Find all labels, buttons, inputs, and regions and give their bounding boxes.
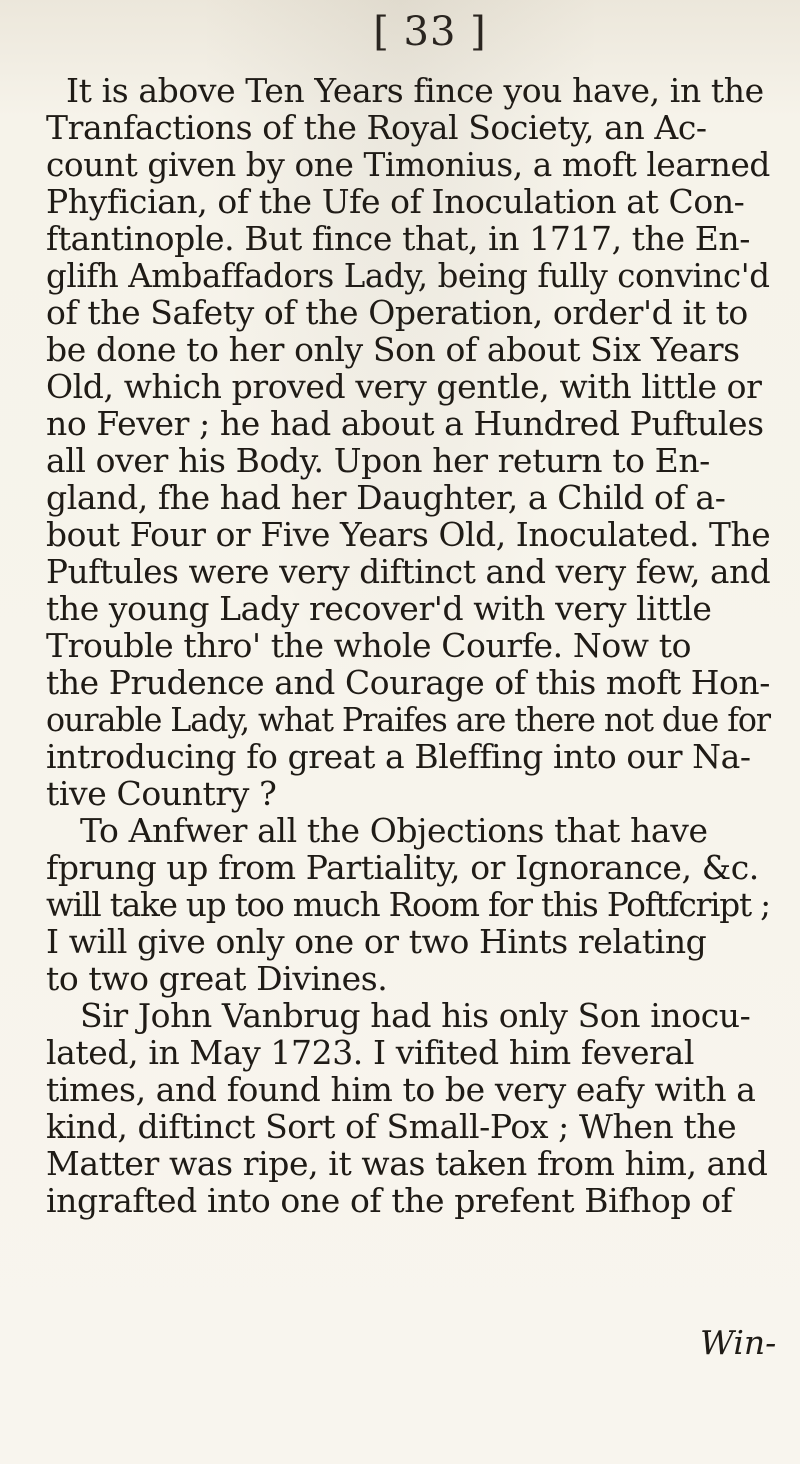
text-line: count given by one Timonius, a moft learned bbox=[46, 145, 770, 184]
text-line: of the Safety of the Operation, order'd it to bbox=[46, 293, 748, 332]
text-line: to two great Divines. bbox=[46, 959, 388, 998]
text-line: no Fever ; he had about a Hundred Puftules bbox=[46, 404, 764, 443]
text-line: times, and found him to be very eafy with a bbox=[46, 1070, 756, 1109]
text-line: gland, fhe had her Daughter, a Child of a- bbox=[46, 478, 726, 517]
text-line: tive Country ? bbox=[46, 774, 277, 813]
text-line: Sir John Vanbrug had his only Son inocu- bbox=[80, 996, 751, 1035]
text-line: ingrafted into one of the prefent Bifhop of bbox=[46, 1181, 733, 1220]
text-line: bout Four or Five Years Old, Inoculated. The bbox=[46, 515, 771, 554]
text-line: Phyfician, of the Ufe of Inoculation at Con- bbox=[46, 182, 745, 221]
text-line: introducing fo great a Bleffing into our Na- bbox=[46, 737, 751, 776]
text-line: the Prudence and Courage of this moft Hon- bbox=[46, 663, 770, 702]
text-line: Puftules were very diftinct and very few, and bbox=[46, 552, 771, 591]
text-line: the young Lady recover'd with very little bbox=[46, 589, 712, 628]
text-line: Trouble thro' the whole Courfe. Now to bbox=[46, 626, 692, 665]
text-line: will take up too much Room for this Poftfcript ; bbox=[46, 885, 770, 924]
text-line: ourable Lady, what Praifes are there not due for bbox=[46, 700, 770, 739]
text-line: be done to her only Son of about Six Years bbox=[46, 330, 740, 369]
text-line: It is above Ten Years fince you have, in the bbox=[66, 71, 764, 110]
text-line: kind, diftinct Sort of Small-Pox ; When the bbox=[46, 1107, 737, 1146]
text-line: lated, in May 1723. I vifited him feveral bbox=[46, 1033, 694, 1072]
page-number: [ 33 ] bbox=[373, 9, 487, 55]
text-line: Old, which proved very gentle, with little or bbox=[46, 367, 762, 406]
text-line: Matter was ripe, it was taken from him, and bbox=[46, 1144, 768, 1183]
text-line: Tranfactions of the Royal Society, an Ac- bbox=[46, 108, 707, 147]
text-line: fprung up from Partiality, or Ignorance, &c. bbox=[46, 848, 759, 887]
catchword: Win- bbox=[700, 1323, 777, 1362]
text-line: To Anfwer all the Objections that have bbox=[80, 811, 708, 850]
text-line: I will give only one or two Hints relating bbox=[46, 922, 707, 961]
text-line: ftantinople. But fince that, in 1717, the En- bbox=[46, 219, 751, 258]
text-line: glifh Ambaffadors Lady, being fully convinc'd bbox=[46, 256, 770, 295]
body-text bbox=[0, 66, 800, 1464]
text-line: all over his Body. Upon her return to En- bbox=[46, 441, 710, 480]
